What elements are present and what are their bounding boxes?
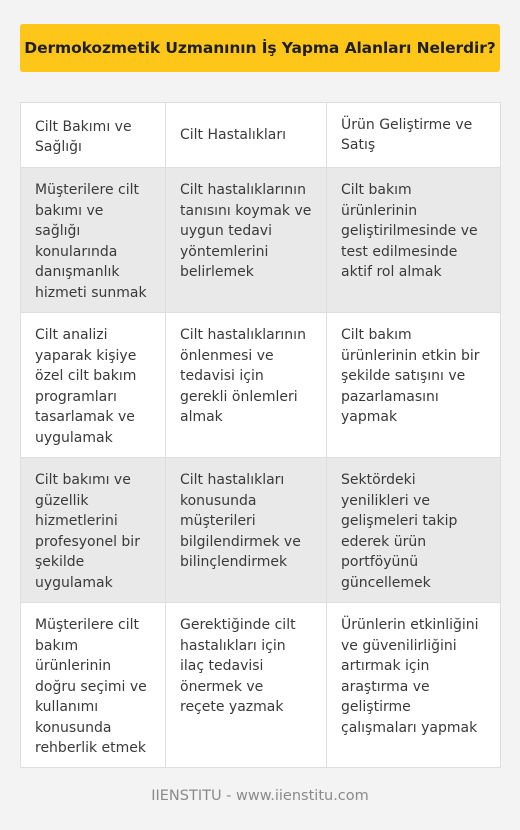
header-cell-skin-diseases: Cilt Hastalıkları [166, 103, 327, 168]
table-row [21, 458, 501, 603]
table-cell: Ürünlerin etkinliğini ve güvenilirliğini artırmak için araştırma ve geliştirme çalışmaları yapmak [327, 603, 501, 768]
table-cell: Sektördeki yenilikleri ve gelişmeleri takip ederek ürün portföyünü güncellemek [327, 458, 501, 603]
header-cell-product-development: Ürün Geliştirme ve Satış [327, 103, 501, 168]
table-cell: Cilt bakımı ve güzellik hizmetlerini profesyonel bir şekilde uygulamak [21, 458, 166, 603]
comparison-table [20, 102, 501, 768]
table-header-row [21, 103, 501, 168]
table-cell: Gerektiğinde cilt hastalıkları için ilaç tedavisi önermek ve reçete yazmak [166, 603, 327, 768]
table-cell: Cilt hastalıklarının önlenmesi ve tedavisi için gerekli önlemleri almak [166, 313, 327, 458]
table-cell: Müşterilere cilt bakımı ve sağlığı konularında danışmanlık hizmeti sunmak [21, 168, 166, 313]
page-title: Dermokozmetik Uzmanının İş Yapma Alanları Nelerdir? [24, 39, 496, 57]
table-cell: Cilt analizi yaparak kişiye özel cilt bakım programları tasarlamak ve uygulamak [21, 313, 166, 458]
footer-credit: IIENSTITU - www.iienstitu.com [151, 788, 369, 804]
header-cell-skin-care: Cilt Bakımı ve Sağlığı [21, 103, 166, 168]
table-cell: Cilt bakım ürünlerinin etkin bir şekilde satışını ve pazarlamasını yapmak [327, 313, 501, 458]
table-cell: Cilt hastalıkları konusunda müşterileri bilgilendirmek ve bilinçlendirmek [166, 458, 327, 603]
title-banner [20, 24, 500, 72]
table-cell: Cilt bakım ürünlerinin geliştirilmesinde ve test edilmesinde aktif rol almak [327, 168, 501, 313]
table-cell: Müşterilere cilt bakım ürünlerinin doğru seçimi ve kullanımı konusunda rehberlik etmek [21, 603, 166, 768]
table-row [21, 168, 501, 313]
table-cell: Cilt hastalıklarının tanısını koymak ve uygun tedavi yöntemlerini belirlemek [166, 168, 327, 313]
table-row [21, 603, 501, 768]
table-row [21, 313, 501, 458]
